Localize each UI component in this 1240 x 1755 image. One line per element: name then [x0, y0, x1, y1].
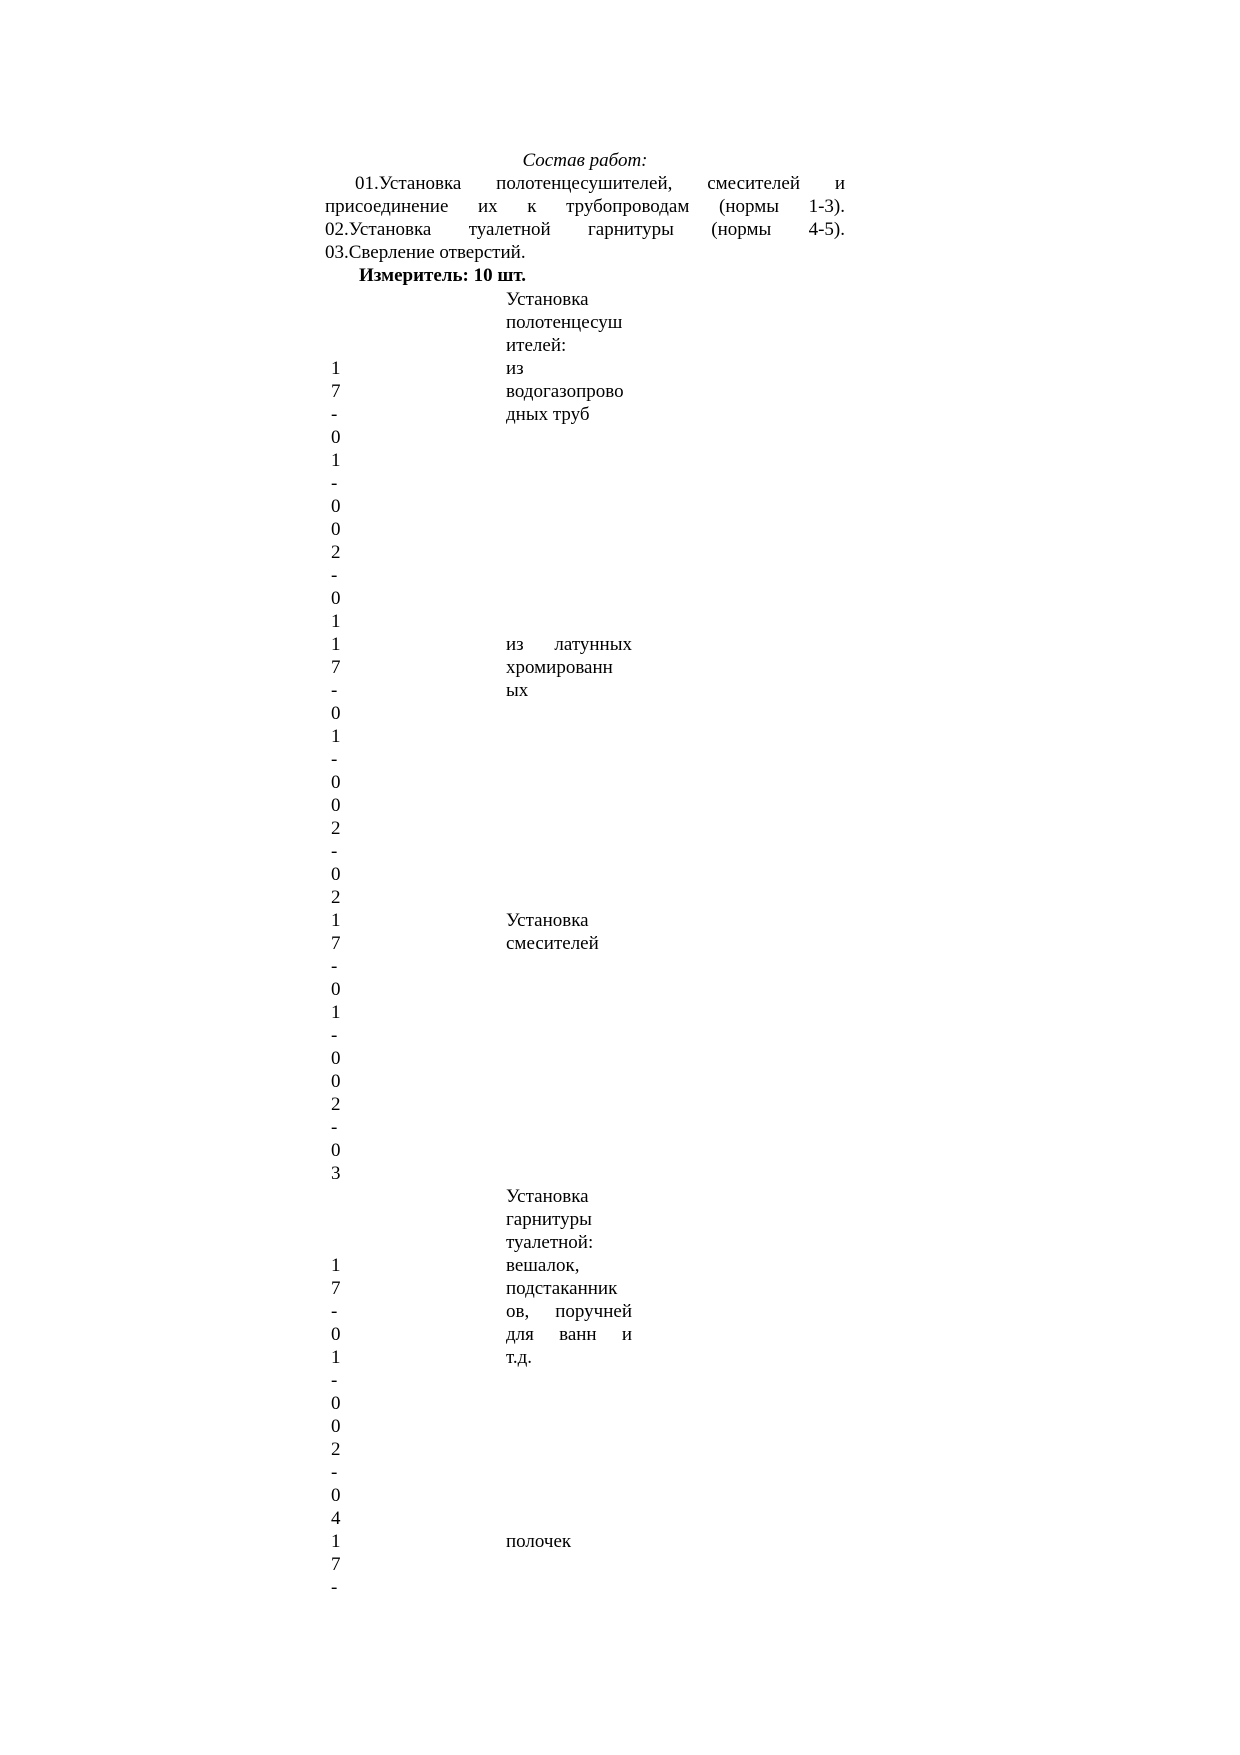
norm-desc-2 [506, 633, 632, 702]
desc-line: Установка [506, 1186, 589, 1207]
norm-code-4: 1 7 - 0 1 - 0 0 2 - 0 4 [331, 1255, 341, 1529]
norm-code-3: 1 7 - 0 1 - 0 0 2 - 0 3 [331, 910, 341, 1184]
desc-line: гарнитуры [506, 1209, 592, 1230]
desc-line: дных труб [506, 404, 590, 425]
work-line-4: 03.Сверление отверстий. [325, 242, 526, 263]
desc-line: смесителей [506, 933, 599, 954]
desc-line: полотенцесуш [506, 312, 623, 333]
work-line-1: 01.Установка полотенцесушителей, смесителей и [355, 173, 845, 194]
norm-code-1: 1 7 - 0 1 - 0 0 2 - 0 1 [331, 358, 341, 632]
desc-line: вешалок, [506, 1255, 580, 1276]
desc-line: туалетной: [506, 1232, 594, 1253]
work-line-2: присоединение их к трубопроводам (нормы 1-3). [325, 196, 845, 217]
norm-desc-5 [506, 1530, 632, 1553]
desc-line: из [506, 358, 524, 379]
desc-line: из латунных [506, 634, 632, 655]
desc-line: ов, поручней [506, 1301, 632, 1322]
measure-unit: Измеритель: 10 шт. [359, 265, 527, 286]
desc-line: Установка [506, 289, 589, 310]
desc-line: Установка [506, 910, 589, 931]
desc-line: полочек [506, 1531, 572, 1552]
norm-code-2: 1 7 - 0 1 - 0 0 2 - 0 2 [331, 634, 341, 908]
section-title: Состав работ: [522, 150, 648, 171]
desc-line: подстаканник [506, 1278, 618, 1299]
desc-line: ителей: [506, 335, 567, 356]
desc-line: ых [506, 680, 529, 701]
desc-line: для ванн и [506, 1324, 632, 1345]
desc-line: водогазопрово [506, 381, 624, 402]
norm-code-5: 1 7 - [331, 1531, 341, 1598]
work-composition-paragraph [325, 172, 845, 264]
desc-line: т.д. [506, 1347, 533, 1368]
norm-desc-4 [506, 1185, 632, 1369]
norm-desc-1 [506, 288, 632, 426]
work-line-3: 02.Установка туалетной гарнитуры (нормы 4-5). [325, 219, 845, 240]
norm-desc-3 [506, 909, 632, 955]
desc-line: хромированн [506, 657, 613, 678]
